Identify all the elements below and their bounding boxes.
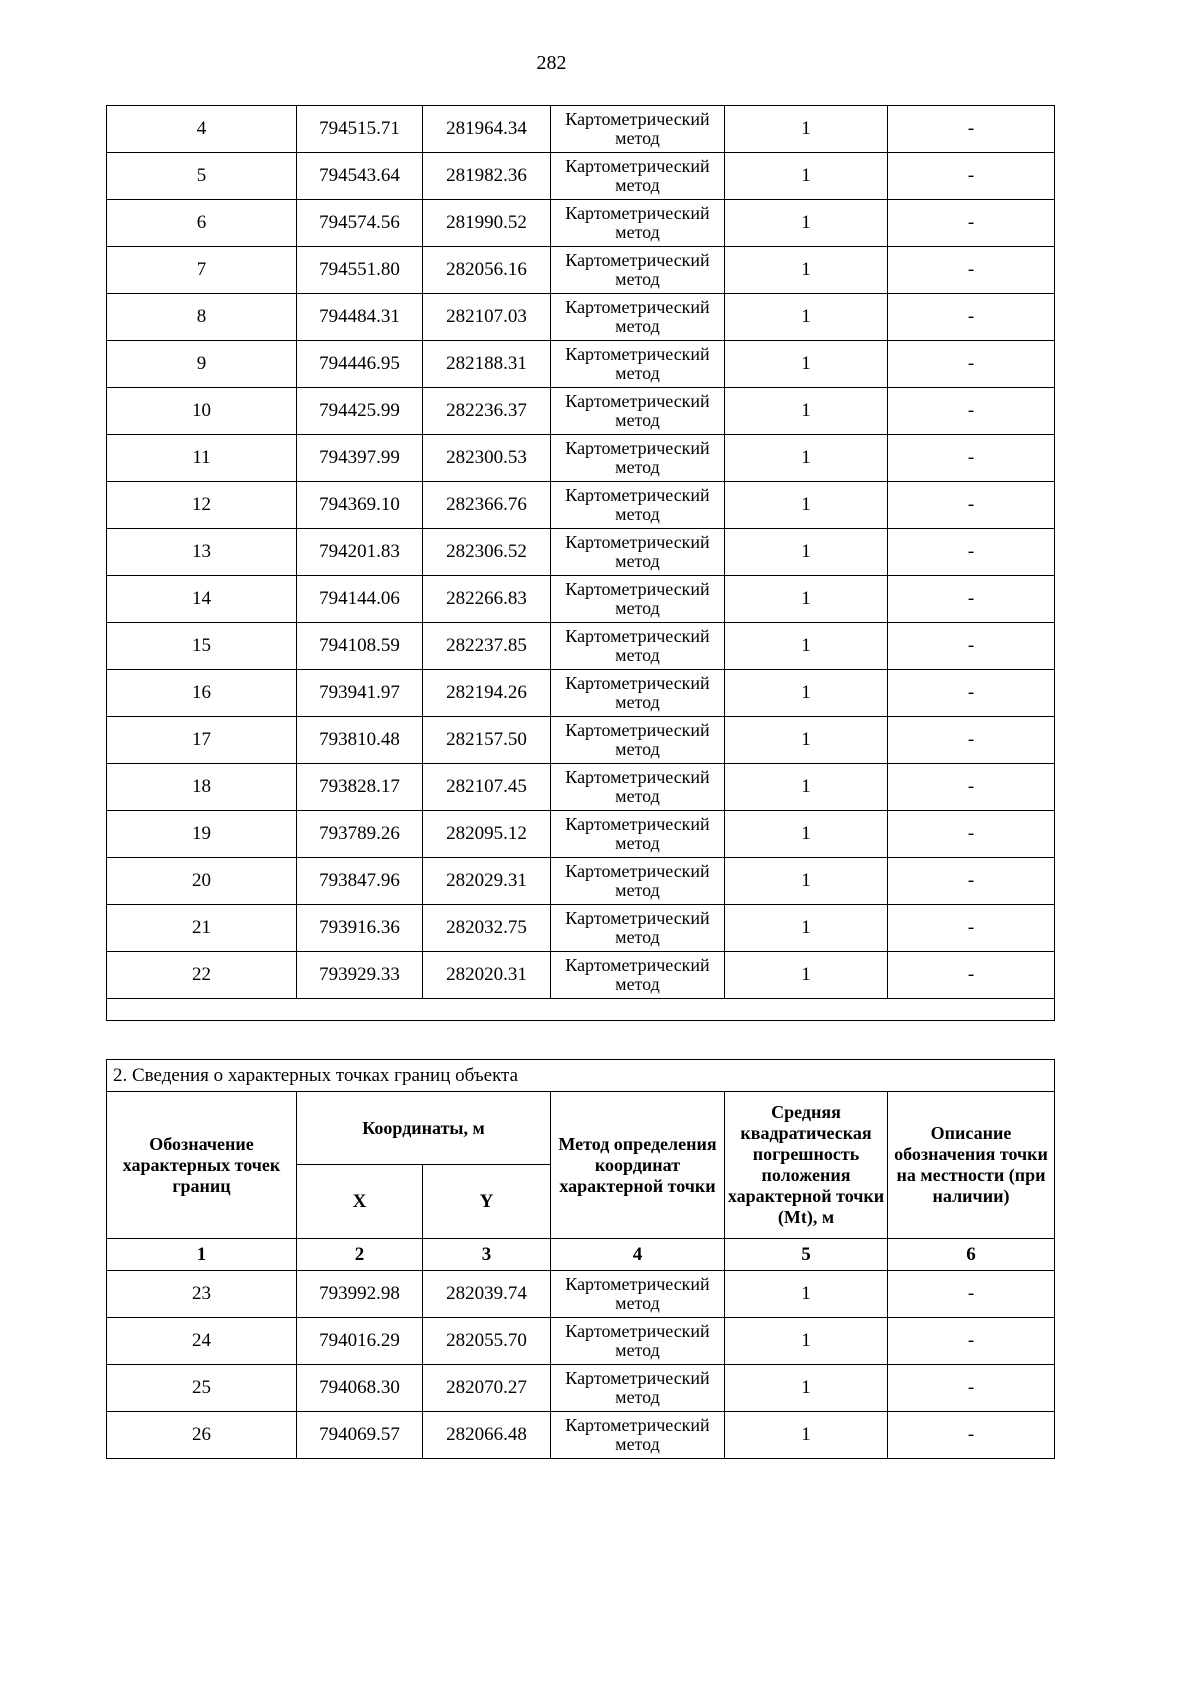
method-cell: Картометрический метод [551,341,725,388]
y-coordinate-cell: 282194.26 [423,670,551,717]
table-row [107,858,1055,905]
point-number-cell: 20 [107,858,297,905]
y-coordinate-cell: 282055.70 [423,1318,551,1365]
point-number-cell: 24 [107,1318,297,1365]
table-row [107,482,1055,529]
point-number-cell: 16 [107,670,297,717]
mt-cell: 1 [725,294,888,341]
mt-cell: 1 [725,200,888,247]
x-coordinate-cell: 794016.29 [297,1318,423,1365]
table-caption: 2. Сведения о характерных точках границ объекта [107,1060,1055,1092]
mt-cell: 1 [725,1365,888,1412]
y-coordinate-cell: 282039.74 [423,1271,551,1318]
table-row [107,388,1055,435]
description-cell: - [888,106,1055,153]
mt-cell: 1 [725,576,888,623]
method-cell: Картометрический метод [551,952,725,999]
y-coordinate-cell: 282095.12 [423,811,551,858]
mt-cell: 1 [725,341,888,388]
y-coordinate-cell: 282107.03 [423,294,551,341]
description-cell: - [888,1412,1055,1459]
table-row [107,247,1055,294]
method-cell: Картометрический метод [551,670,725,717]
point-number-cell: 11 [107,435,297,482]
table-row [107,1365,1055,1412]
point-number-cell: 7 [107,247,297,294]
method-cell: Картометрический метод [551,153,725,200]
column-number: 3 [423,1239,551,1271]
x-coordinate-cell: 794201.83 [297,529,423,576]
method-cell: Картометрический метод [551,482,725,529]
column-number: 5 [725,1239,888,1271]
description-cell: - [888,1271,1055,1318]
mt-cell: 1 [725,153,888,200]
mt-cell: 1 [725,106,888,153]
point-number-cell: 23 [107,1271,297,1318]
method-cell: Картометрический метод [551,576,725,623]
x-coordinate-cell: 794397.99 [297,435,423,482]
description-cell: - [888,858,1055,905]
table-row [107,623,1055,670]
point-number-cell: 9 [107,341,297,388]
mt-cell: 1 [725,670,888,717]
x-coordinate-cell: 794574.56 [297,200,423,247]
table-row [107,294,1055,341]
column-number: 2 [297,1239,423,1271]
method-cell: Картометрический метод [551,1271,725,1318]
mt-cell: 1 [725,717,888,764]
point-number-cell: 25 [107,1365,297,1412]
header-method: Метод определения координат характерной точки [551,1092,725,1239]
description-cell: - [888,1318,1055,1365]
x-coordinate-cell: 794543.64 [297,153,423,200]
table-row [107,153,1055,200]
method-cell: Картометрический метод [551,294,725,341]
table-body [107,106,1055,1021]
x-coordinate-cell: 793789.26 [297,811,423,858]
table-row [107,952,1055,999]
method-cell: Картометрический метод [551,247,725,294]
x-coordinate-cell: 794369.10 [297,482,423,529]
mt-cell: 1 [725,247,888,294]
y-coordinate-cell: 281964.34 [423,106,551,153]
point-number-cell: 19 [107,811,297,858]
description-cell: - [888,811,1055,858]
header-description: Описание обозначения точки на местности (при наличии) [888,1092,1055,1239]
boundary-points-table-continued [106,105,1055,1021]
description-cell: - [888,482,1055,529]
description-cell: - [888,200,1055,247]
method-cell: Картометрический метод [551,1365,725,1412]
method-cell: Картометрический метод [551,623,725,670]
table-row [107,717,1055,764]
point-number-cell: 15 [107,623,297,670]
description-cell: - [888,764,1055,811]
x-coordinate-cell: 793929.33 [297,952,423,999]
x-coordinate-cell: 793810.48 [297,717,423,764]
x-coordinate-cell: 794425.99 [297,388,423,435]
column-number: 6 [888,1239,1055,1271]
description-cell: - [888,388,1055,435]
table-row [107,905,1055,952]
x-coordinate-cell: 794144.06 [297,576,423,623]
method-cell: Картометрический метод [551,811,725,858]
y-coordinate-cell: 282366.76 [423,482,551,529]
x-coordinate-cell: 794069.57 [297,1412,423,1459]
method-cell: Картометрический метод [551,905,725,952]
point-number-cell: 21 [107,905,297,952]
description-cell: - [888,1365,1055,1412]
x-coordinate-cell: 794068.30 [297,1365,423,1412]
table-row [107,200,1055,247]
header-y: Y [423,1165,551,1239]
method-cell: Картометрический метод [551,1318,725,1365]
table-body [107,1271,1055,1459]
table-row [107,529,1055,576]
x-coordinate-cell: 793828.17 [297,764,423,811]
header-designation: Обозначение характерных точек границ [107,1092,297,1239]
y-coordinate-cell: 282032.75 [423,905,551,952]
point-number-cell: 17 [107,717,297,764]
point-number-cell: 14 [107,576,297,623]
y-coordinate-cell: 282020.31 [423,952,551,999]
description-cell: - [888,952,1055,999]
description-cell: - [888,294,1055,341]
point-number-cell: 18 [107,764,297,811]
description-cell: - [888,623,1055,670]
description-cell: - [888,529,1055,576]
point-number-cell: 26 [107,1412,297,1459]
column-number: 4 [551,1239,725,1271]
description-cell: - [888,341,1055,388]
table-row [107,1412,1055,1459]
mt-cell: 1 [725,764,888,811]
description-cell: - [888,670,1055,717]
empty-row [107,999,1055,1021]
x-coordinate-cell: 794484.31 [297,294,423,341]
point-number-cell: 13 [107,529,297,576]
table-row [107,1318,1055,1365]
table-row [107,764,1055,811]
mt-cell: 1 [725,858,888,905]
mt-cell: 1 [725,623,888,670]
point-number-cell: 10 [107,388,297,435]
header-x: X [297,1165,423,1239]
mt-cell: 1 [725,811,888,858]
y-coordinate-cell: 282306.52 [423,529,551,576]
mt-cell: 1 [725,905,888,952]
y-coordinate-cell: 282236.37 [423,388,551,435]
description-cell: - [888,576,1055,623]
x-coordinate-cell: 794446.95 [297,341,423,388]
point-number-cell: 5 [107,153,297,200]
point-number-cell: 8 [107,294,297,341]
method-cell: Картометрический метод [551,200,725,247]
x-coordinate-cell: 793847.96 [297,858,423,905]
point-number-cell: 12 [107,482,297,529]
mt-cell: 1 [725,952,888,999]
description-cell: - [888,153,1055,200]
y-coordinate-cell: 282266.83 [423,576,551,623]
method-cell: Картометрический метод [551,717,725,764]
mt-cell: 1 [725,388,888,435]
description-cell: - [888,247,1055,294]
point-number-cell: 6 [107,200,297,247]
method-cell: Картометрический метод [551,435,725,482]
table-row [107,811,1055,858]
table-row [107,341,1055,388]
y-coordinate-cell: 281990.52 [423,200,551,247]
method-cell: Картометрический метод [551,858,725,905]
description-cell: - [888,905,1055,952]
y-coordinate-cell: 282300.53 [423,435,551,482]
method-cell: Картометрический метод [551,764,725,811]
x-coordinate-cell: 793992.98 [297,1271,423,1318]
table-row [107,670,1055,717]
x-coordinate-cell: 794515.71 [297,106,423,153]
table-row [107,576,1055,623]
method-cell: Картометрический метод [551,529,725,576]
mt-cell: 1 [725,435,888,482]
y-coordinate-cell: 282070.27 [423,1365,551,1412]
y-coordinate-cell: 282029.31 [423,858,551,905]
x-coordinate-cell: 793941.97 [297,670,423,717]
method-cell: Картометрический метод [551,388,725,435]
y-coordinate-cell: 282107.45 [423,764,551,811]
mt-cell: 1 [725,482,888,529]
mt-cell: 1 [725,1412,888,1459]
description-cell: - [888,435,1055,482]
y-coordinate-cell: 282056.16 [423,247,551,294]
point-number-cell: 22 [107,952,297,999]
method-cell: Картометрический метод [551,1412,725,1459]
y-coordinate-cell: 282157.50 [423,717,551,764]
x-coordinate-cell: 794108.59 [297,623,423,670]
x-coordinate-cell: 793916.36 [297,905,423,952]
y-coordinate-cell: 282188.31 [423,341,551,388]
mt-cell: 1 [725,1318,888,1365]
header-coordinates: Координаты, м [297,1092,551,1165]
description-cell: - [888,717,1055,764]
mt-cell: 1 [725,529,888,576]
x-coordinate-cell: 794551.80 [297,247,423,294]
y-coordinate-cell: 282066.48 [423,1412,551,1459]
mt-cell: 1 [725,1271,888,1318]
column-number: 1 [107,1239,297,1271]
y-coordinate-cell: 282237.85 [423,623,551,670]
empty-cell [107,999,1055,1021]
method-cell: Картометрический метод [551,106,725,153]
boundary-points-table [106,1059,1055,1459]
point-number-cell: 4 [107,106,297,153]
table-row [107,435,1055,482]
y-coordinate-cell: 281982.36 [423,153,551,200]
table-row [107,1271,1055,1318]
table-row [107,106,1055,153]
page-number: 282 [536,52,567,74]
header-mt: Средняя квадратическая погрешность положения характерной точки (Mt), м [725,1092,888,1239]
